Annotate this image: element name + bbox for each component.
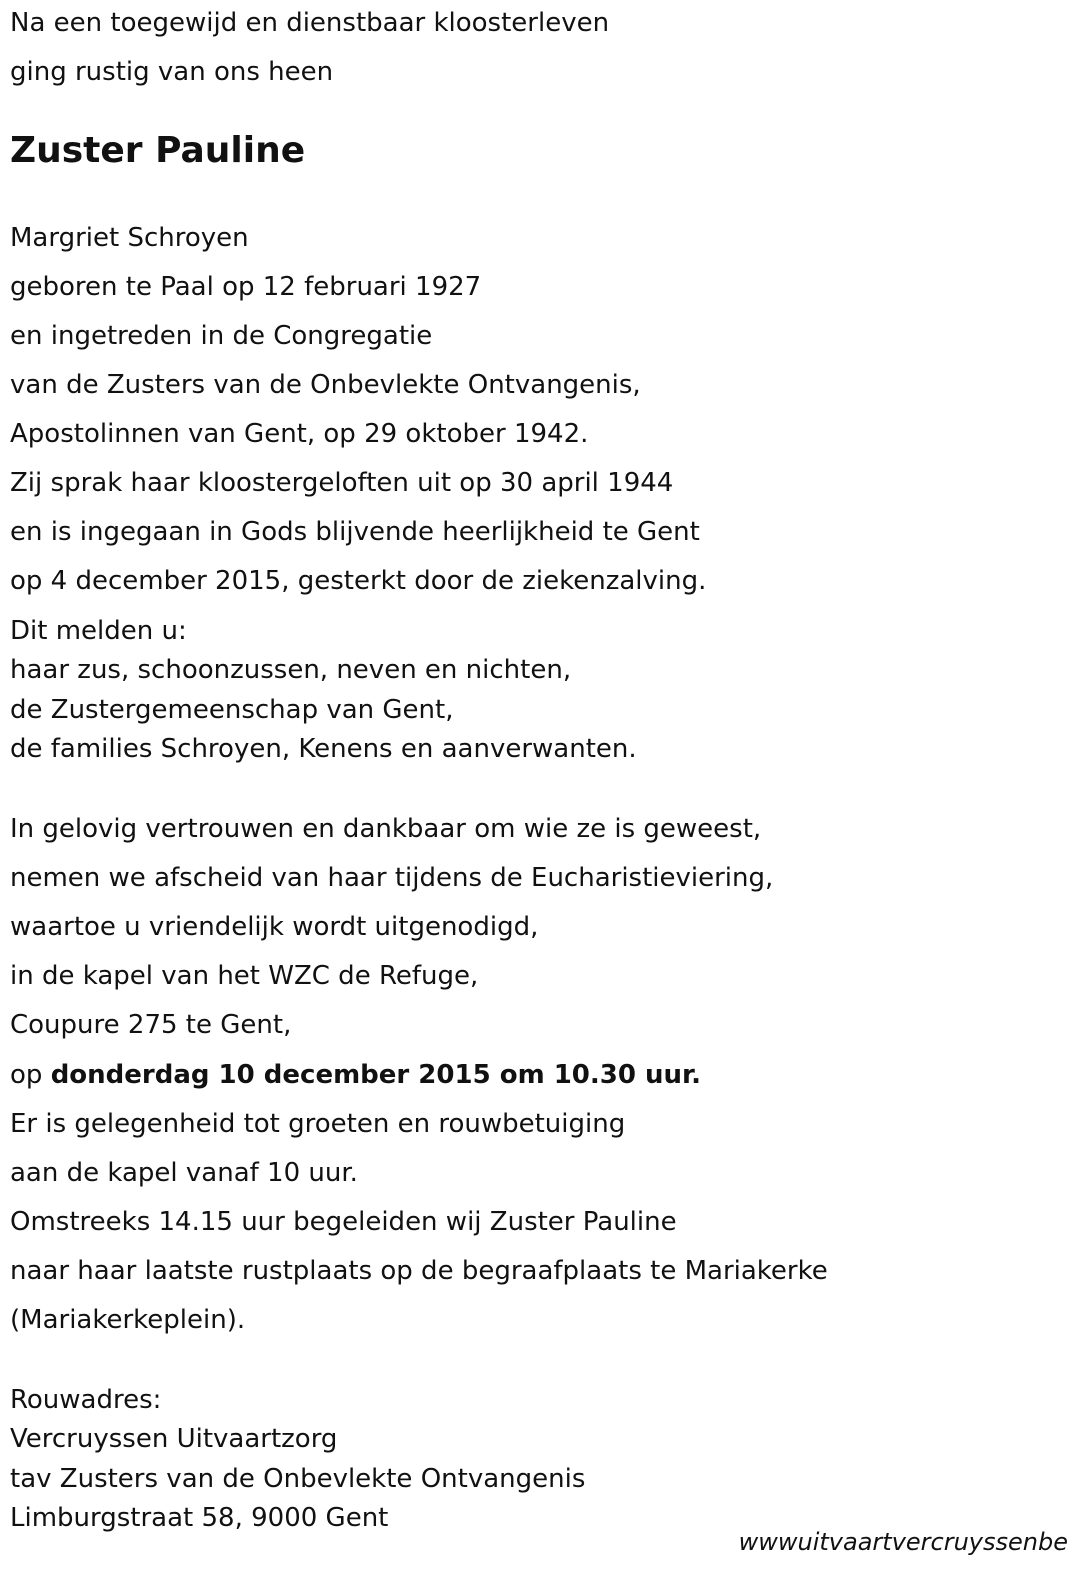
announcers-label: Dit melden u:: [10, 616, 187, 646]
ceremony-date-prefix: op: [10, 1060, 43, 1090]
address-line-2: tav Zusters van de Onbevlekte Ontvangenis: [10, 1464, 586, 1494]
bio-line-passed: en is ingegaan in Gods blijvende heerlijkheid te Gent: [10, 517, 700, 547]
ceremony-address: Coupure 275 te Gent,: [10, 1010, 292, 1040]
bio-line-birth-name: Margriet Schroyen: [10, 223, 249, 253]
ceremony-location: in de kapel van het WZC de Refuge,: [10, 961, 479, 991]
intro-line-1: Na een toegewijd en dienstbaar kloosterleven: [10, 8, 610, 38]
address-line-1: Vercruyssen Uitvaartzorg: [10, 1424, 338, 1454]
bio-line-death-date: op 4 december 2015, gesterkt door de ziekenzalving.: [10, 566, 707, 596]
intro-line-2: ging rustig van ons heen: [10, 57, 334, 87]
ceremony-condolence-time: aan de kapel vanaf 10 uur.: [10, 1158, 358, 1188]
bio-line-congregation: van de Zusters van de Onbevlekte Ontvangenis,: [10, 370, 641, 400]
burial-location: (Mariakerkeplein).: [10, 1305, 246, 1335]
ceremony-line-1: In gelovig vertrouwen en dankbaar om wie ze is geweest,: [10, 814, 762, 844]
ceremony-date-line: [10, 1060, 701, 1090]
burial-line-1: Omstreeks 14.15 uur begeleiden wij Zuster Pauline: [10, 1207, 677, 1237]
address-label: Rouwadres:: [10, 1385, 162, 1415]
bio-line-vows: Zij sprak haar kloostergeloften uit op 30 april 1944: [10, 468, 674, 498]
announcers-community: de Zustergemeenschap van Gent,: [10, 695, 454, 725]
ceremony-date: donderdag 10 december 2015 om 10.30 uur.: [50, 1060, 702, 1090]
address-line-3: Limburgstraat 58, 9000 Gent: [10, 1503, 389, 1533]
ceremony-line-3: waartoe u vriendelijk wordt uitgenodigd,: [10, 912, 539, 942]
announcers-families: de families Schroyen, Kenens en aanverwanten.: [10, 734, 637, 764]
website-link[interactable]: wwwuitvaartvercruyssenbe: [738, 1528, 1068, 1556]
bio-line-entered: en ingetreden in de Congregatie: [10, 321, 433, 351]
announcers-family: haar zus, schoonzussen, neven en nichten,: [10, 655, 572, 685]
ceremony-condolence: Er is gelegenheid tot groeten en rouwbetuiging: [10, 1109, 626, 1139]
bio-line-apostolinnen: Apostolinnen van Gent, op 29 oktober 1942.: [10, 419, 589, 449]
bio-line-born: geboren te Paal op 12 februari 1927: [10, 272, 482, 302]
burial-line-2: naar haar laatste rustplaats op de begraafplaats te Mariakerke: [10, 1256, 828, 1286]
ceremony-line-2: nemen we afscheid van haar tijdens de Eucharistieviering,: [10, 863, 774, 893]
deceased-title: Zuster Pauline: [10, 130, 306, 171]
